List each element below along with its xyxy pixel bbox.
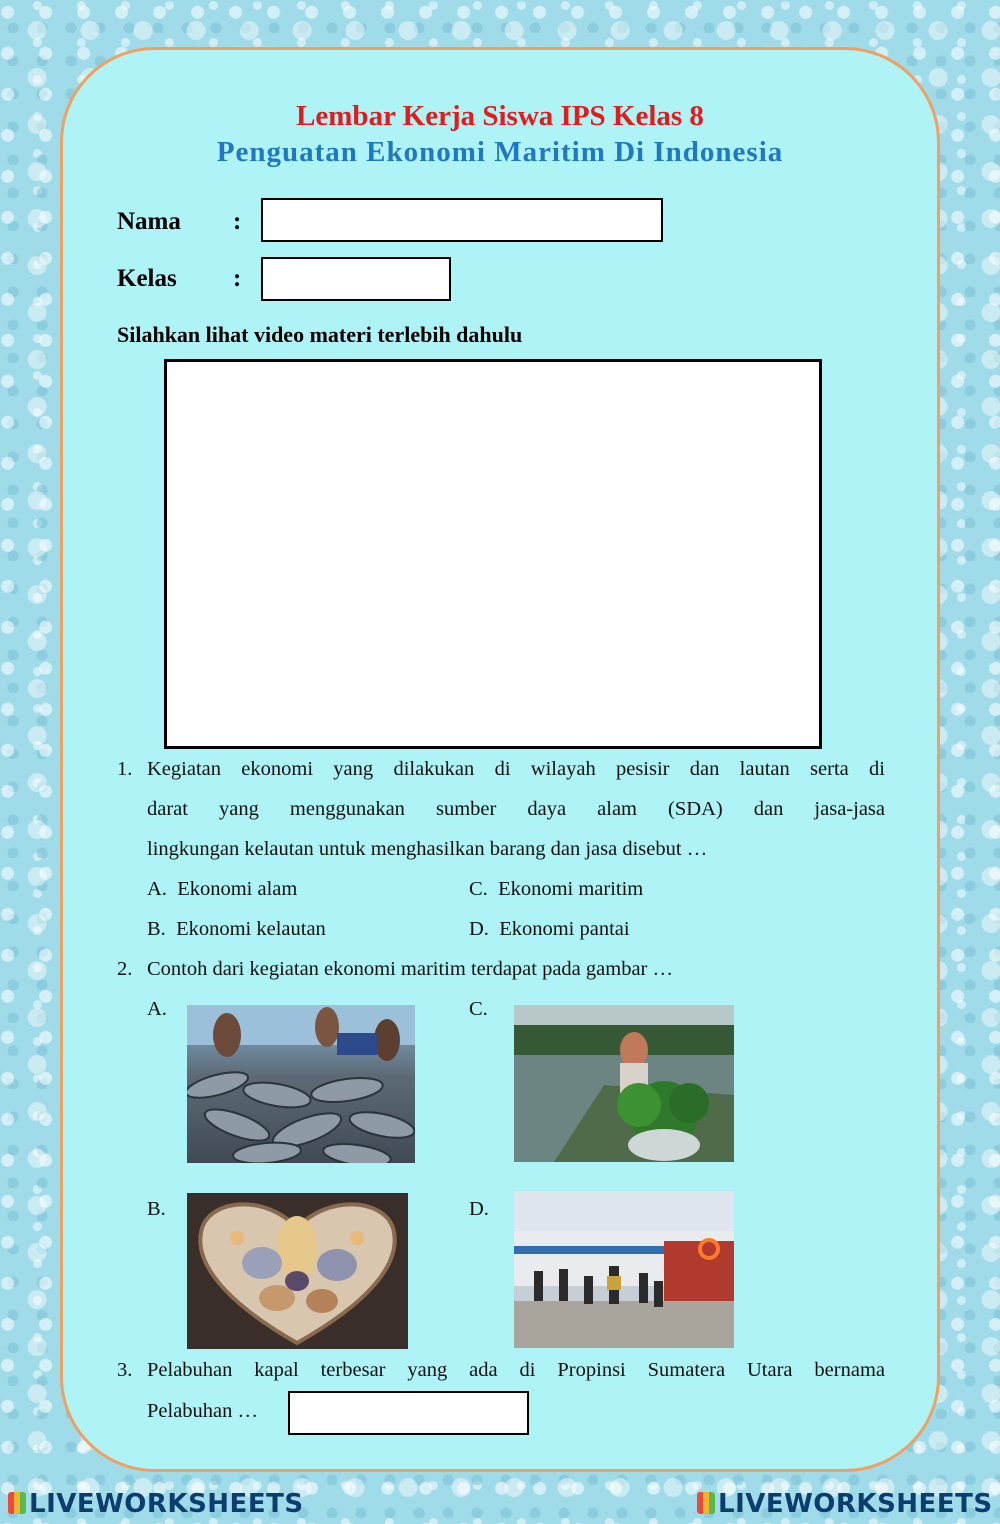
question-3-answer-input[interactable] [288, 1391, 529, 1435]
seashell-craft-illustration [187, 1193, 408, 1349]
fish-catch-illustration [187, 1005, 415, 1163]
kelas-input[interactable] [261, 257, 451, 301]
q1-option-b[interactable] [147, 918, 326, 941]
question-2-number: 2. [117, 958, 133, 980]
q1-option-d[interactable] [469, 918, 630, 941]
option-letter: C. [469, 878, 488, 900]
question-3-number: 3. [117, 1359, 133, 1381]
worksheet-subtitle: Penguatan Ekonomi Maritim Di Indonesia [216, 136, 784, 168]
harbor-passengers-photo[interactable] [514, 1191, 734, 1348]
liveworksheets-icon [8, 1492, 26, 1514]
option-text: Ekonomi alam [177, 878, 298, 900]
nama-label: Nama [117, 208, 181, 235]
instruction-text: Silahkan lihat video materi terlebih dahulu [117, 322, 523, 347]
option-text: Ekonomi maritim [498, 878, 644, 900]
kelas-label: Kelas [117, 265, 177, 292]
kelas-colon: : [233, 265, 242, 292]
question-2-text: Contoh dari kegiatan ekonomi maritim terdapat pada gambar … [147, 958, 674, 980]
question-1-line-1: Kegiatan ekonomi yang dilakukan di wilayah pesisir dan lautan serta di [147, 758, 885, 780]
option-letter: A. [147, 878, 167, 900]
option-text: Ekonomi pantai [499, 918, 630, 940]
q1-option-c[interactable] [469, 878, 643, 901]
liveworksheets-logo-right[interactable] [697, 1489, 993, 1519]
worksheet-title: Lembar Kerja Siswa IPS Kelas 8 [296, 100, 704, 132]
question-3-line-1: Pelabuhan kapal terbesar yang ada di Propinsi Sumatera Utara bernama [147, 1359, 885, 1381]
q2-option-a-letter: A. [147, 998, 167, 1020]
nama-input[interactable] [261, 198, 663, 242]
seaweed-harvest-photo[interactable] [514, 1005, 734, 1162]
option-letter: B. [147, 918, 166, 940]
question-1-number: 1. [117, 758, 133, 780]
nama-colon: : [233, 208, 242, 235]
brand-text: LIVEWORKSHEETS [29, 1489, 304, 1519]
option-text: Ekonomi kelautan [176, 918, 326, 940]
brand-text: LIVEWORKSHEETS [718, 1489, 993, 1519]
q2-option-b-letter: B. [147, 1198, 166, 1220]
q1-option-a[interactable] [147, 878, 297, 901]
option-letter: D. [469, 918, 489, 940]
fish-catch-photo[interactable] [187, 1005, 415, 1163]
video-player[interactable] [164, 359, 822, 749]
question-1-line-3: lingkungan kelautan untuk menghasilkan barang dan jasa disebut … [147, 838, 708, 860]
seaweed-harvest-illustration [514, 1005, 734, 1162]
question-1-line-2: darat yang menggunakan sumber daya alam (SDA) dan jasa-jasa [147, 798, 885, 820]
liveworksheets-icon [697, 1492, 715, 1514]
q2-option-d-letter: D. [469, 1198, 489, 1220]
q2-option-c-letter: C. [469, 998, 488, 1020]
harbor-passengers-illustration [514, 1191, 734, 1348]
liveworksheets-logo-left[interactable] [8, 1489, 304, 1519]
question-3-line-2: Pelabuhan … [147, 1400, 259, 1422]
seashell-craft-photo[interactable] [187, 1193, 408, 1349]
